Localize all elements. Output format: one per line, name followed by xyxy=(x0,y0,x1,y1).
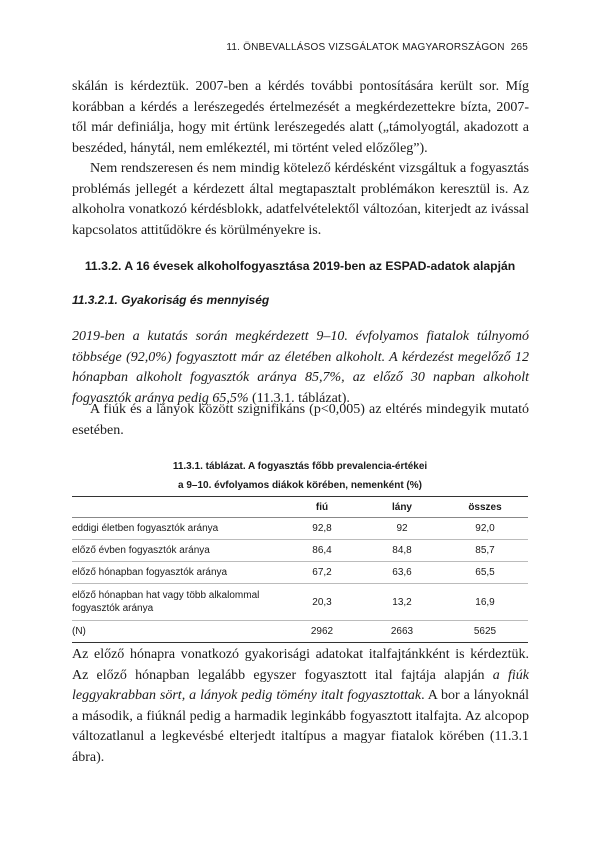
table-header-row xyxy=(72,497,528,518)
column-header-lany: lány xyxy=(362,497,442,518)
table-caption-line-1: 11.3.1. táblázat. A fogyasztás főbb prevalencia-értékei xyxy=(172,461,428,472)
row-label: előző évben fogyasztók aránya xyxy=(72,540,282,562)
table-row xyxy=(72,562,528,584)
column-header-fiu: fiú xyxy=(282,497,362,518)
running-header xyxy=(72,42,528,53)
column-header-label xyxy=(72,497,282,518)
cell-lany: 84,8 xyxy=(362,540,442,562)
row-label: előző hónapban fogyasztók aránya xyxy=(72,562,282,584)
table-row xyxy=(72,621,528,643)
paragraph-1: skálán is kérdeztük. 2007-ben a kérdés további pontosítására került sor. Míg korábban a kérdés a lerészegedés értelmezését a megkérdezettekre bízta, 2007-től már definiálja, hogy mit értünk lerészegedés alatt („támolyogtál, akadozott a beszéded, hánytál, nem emlékeztél, mi történt veled előzőleg”). xyxy=(72,79,529,156)
cell-fiu: 92,8 xyxy=(282,518,362,540)
table-row xyxy=(72,540,528,562)
table-row xyxy=(72,584,528,621)
row-label: eddigi életben fogyasztók aránya xyxy=(72,518,282,540)
cell-osszes: 5625 xyxy=(442,621,528,643)
paragraph-3-italic: 2019-ben a kutatás során megkérdezett 9–10. évfolyamos fiatalok túlnyomó többsége (92,0%) fogyasztott már az életében alkoholt. A kérdezést megelőző 12 hónapban alkoholt fogyasztók aránya 85,7%, az előző 30 napban alkoholt fogyasztók aránya pedig 65,5% xyxy=(72,329,529,406)
section-title: 11.3.2. A 16 évesek alkoholfogyasztása 2019-ben az ESPAD-adatok alapján xyxy=(84,259,516,273)
cell-osszes: 16,9 xyxy=(442,584,528,621)
cell-lany: 92 xyxy=(362,518,442,540)
cell-lany: 2663 xyxy=(362,621,442,643)
table-row xyxy=(72,518,528,540)
cell-lany: 13,2 xyxy=(362,584,442,621)
cell-lany: 63,6 xyxy=(362,562,442,584)
chapter-title: 11. ÖNBEVALLÁSOS VIZSGÁLATOK MAGYARORSZÁGON xyxy=(226,42,505,53)
paragraph-5-part-2: . A bor a lányoknál a második, a fiúknál pedig a harmadik leginkább fogyasztott italfajta. Az alcopop változatlanul a legkevésbé elterjedt italtípus a magyar fiatalok körében (11.3.1 ábra). xyxy=(72,688,529,765)
page-number: 265 xyxy=(510,42,528,53)
cell-fiu: 86,4 xyxy=(282,540,362,562)
cell-osszes: 85,7 xyxy=(442,540,528,562)
cell-osszes: 92,0 xyxy=(442,518,528,540)
table-caption-line-2: a 9–10. évfolyamos diákok körében, nemenként (%) xyxy=(178,480,422,491)
paragraph-5 xyxy=(72,645,529,768)
paragraph-5-part-1: Az előző hónapra vonatkozó gyakorisági adatokat italfajtánkként is kérdeztük. Az előző hónapban legalább egyszer fogyasztott ital fajtája alapján xyxy=(72,647,529,683)
row-label: előző hónapban hat vagy több alkalommal fogyasztók aránya xyxy=(72,584,282,621)
paragraph-4: A fiúk és a lányok között szignifikáns (p<0,005) az eltérés mindegyik mutató esetében. xyxy=(72,402,529,438)
paragraph-3 xyxy=(72,327,529,409)
cell-fiu: 67,2 xyxy=(282,562,362,584)
column-header-osszes: összes xyxy=(442,497,528,518)
prevalence-table xyxy=(72,496,528,643)
row-label: (N) xyxy=(72,621,282,643)
table-caption xyxy=(72,457,528,495)
table-reference: (11.3.1. táblázat). xyxy=(248,390,350,406)
cell-fiu: 20,3 xyxy=(282,584,362,621)
paragraph-2: Nem rendszeresen és nem mindig kötelező kérdésként vizsgáltuk a fogyasztás problémás jellegét a kérdezett által megtapasztalt problémákon keresztül is. Az alkoholra vonatkozó kérdésblokk, adatfelvételektől változóan, kiterjedt az ivással kapcsolatos attitűdökre és körülményekre is. xyxy=(72,161,529,238)
subsection-title: 11.3.2.1. Gyakoriság és mennyiség xyxy=(72,293,270,307)
cell-osszes: 65,5 xyxy=(442,562,528,584)
paragraph-5-italic: a fiúk leggyakrabban sört, a lányok pedig tömény italt fogyasztottak xyxy=(72,667,529,703)
cell-fiu: 2962 xyxy=(282,621,362,643)
